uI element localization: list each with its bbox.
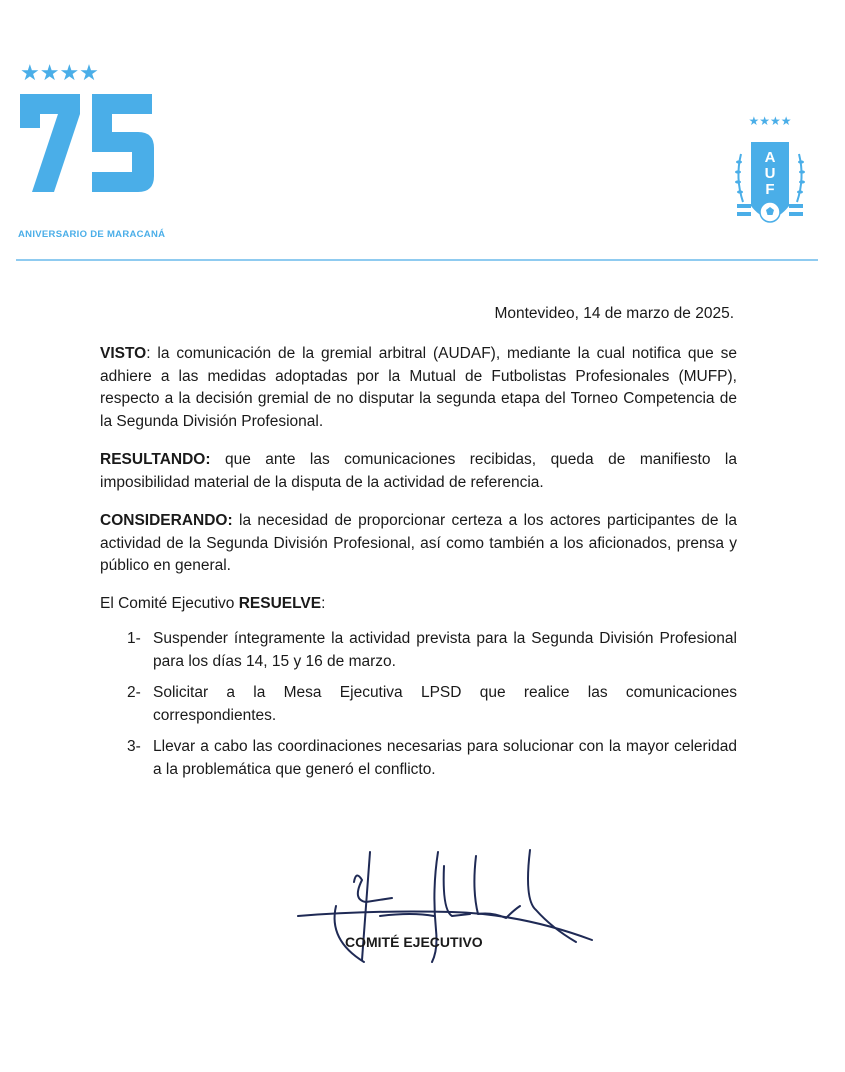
header-divider bbox=[16, 259, 818, 261]
visto-paragraph bbox=[100, 343, 737, 433]
resolution-number: 3- bbox=[127, 738, 141, 755]
signature-label: COMITÉ EJECUTIVO bbox=[345, 934, 483, 950]
svg-text:F: F bbox=[765, 181, 775, 198]
resultando-label: RESULTANDO: bbox=[100, 451, 211, 468]
resultando-paragraph bbox=[100, 449, 737, 494]
logo-stars: ★★★★ bbox=[20, 60, 99, 85]
auf-crest bbox=[733, 114, 807, 240]
considerando-text: la necesidad de proporcionar certeza a los actores participantes de la actividad de la Segunda División Profesional, así como también a los aficionados, prensa y público en general. bbox=[100, 512, 737, 574]
svg-text:A: A bbox=[764, 149, 776, 166]
logo-subtitle: ANIVERSARIO DE MARACANÁ bbox=[18, 229, 166, 240]
considerando-paragraph bbox=[100, 510, 737, 578]
date-line: Montevideo, 14 de marzo de 2025. bbox=[494, 305, 734, 322]
visto-label: VISTO bbox=[100, 345, 147, 362]
logo-75-graphic bbox=[18, 92, 158, 194]
considerando-label: CONSIDERANDO: bbox=[100, 512, 233, 529]
resuelve-suffix: : bbox=[321, 595, 326, 612]
resuelve-prefix: El Comité Ejecutivo bbox=[100, 595, 239, 612]
resolution-text: Suspender íntegramente la actividad prevista para la Segunda División Profesional para los días 14, 15 y 16 de marzo. bbox=[153, 630, 737, 670]
resuelve-label: RESUELVE bbox=[238, 595, 322, 612]
list-item bbox=[127, 736, 737, 781]
resolution-number: 1- bbox=[127, 630, 141, 647]
resolution-list bbox=[127, 628, 737, 790]
resultando-text: que ante las comunicaciones recibidas, queda de manifiesto la imposibilidad material de la disputa de la actividad de referencia. bbox=[100, 451, 737, 491]
anniversary-logo bbox=[18, 62, 168, 199]
resuelve-paragraph bbox=[100, 593, 737, 616]
resolution-text: Solicitar a la Mesa Ejecutiva LPSD que realice las comunicaciones correspondientes. bbox=[153, 684, 737, 724]
crest-shield-graphic bbox=[733, 128, 807, 236]
list-item bbox=[127, 628, 737, 673]
visto-text: : la comunicación de la gremial arbitral (AUDAF), mediante la cual notifica que se adhiere a las medidas adoptadas por la Mutual de Futbolistas Profesionales (MUFP), respecto a la decisión gremial de no disputar la segunda etapa del Torneo Competencia de la Segunda División Profesional. bbox=[100, 345, 737, 430]
svg-text:U: U bbox=[764, 165, 776, 182]
crest-stars: ★★★★ bbox=[748, 114, 792, 128]
handwritten-signature bbox=[292, 830, 602, 980]
list-item bbox=[127, 682, 737, 727]
resolution-number: 2- bbox=[127, 684, 141, 701]
resolution-text: Llevar a cabo las coordinaciones necesarias para solucionar con la mayor celeridad a la problemática que generó el conflicto. bbox=[153, 738, 737, 778]
